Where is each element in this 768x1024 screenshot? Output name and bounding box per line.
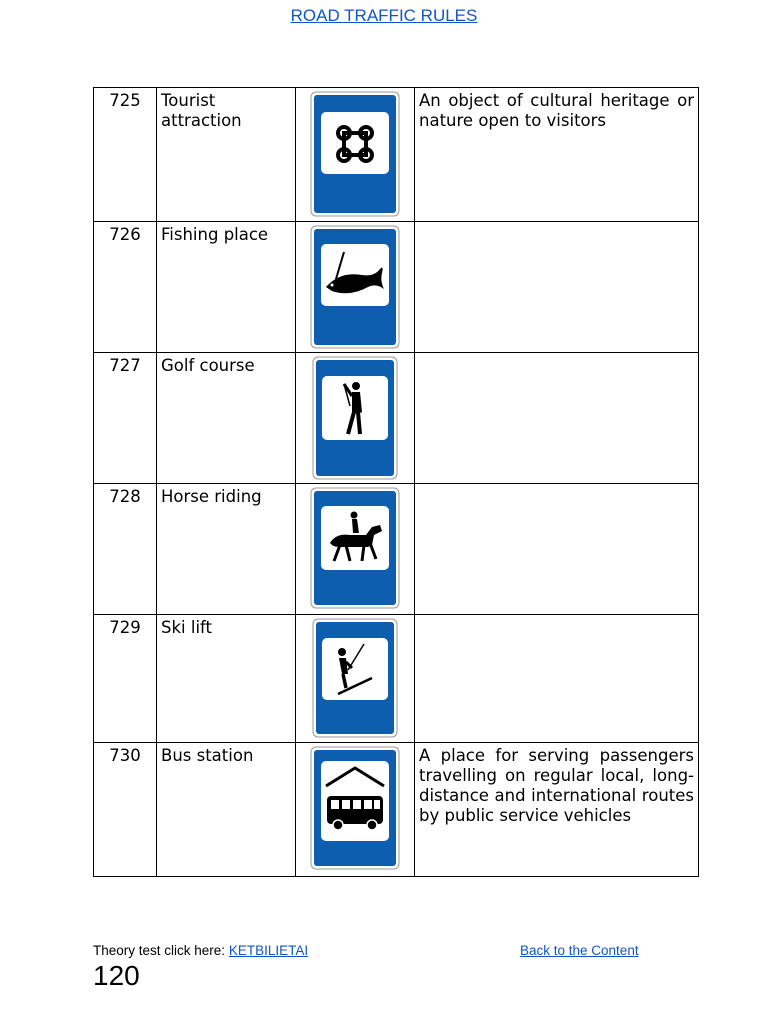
table-row	[94, 615, 699, 743]
table-row	[94, 88, 699, 222]
sign-number: 727	[94, 353, 157, 484]
sign-number: 728	[94, 484, 157, 615]
sign-description: An object of cultural heritage or nature open to visitors	[415, 88, 699, 222]
signs-table	[93, 87, 699, 877]
table-row	[94, 743, 699, 877]
sign-description	[415, 222, 699, 353]
sign-name: Ski lift	[157, 615, 296, 743]
ketbilietai-link[interactable]: KETBILIETAI	[228, 943, 309, 958]
sign-description	[415, 484, 699, 615]
table-row	[94, 484, 699, 615]
footer-theory-test	[93, 943, 308, 958]
fish-icon	[310, 225, 400, 349]
sign-name: Bus station	[157, 743, 296, 877]
horse-rider-icon	[310, 487, 400, 609]
sign-description	[415, 353, 699, 484]
sign-name: Fishing place	[157, 222, 296, 353]
theory-test-text: Theory test click here:	[93, 943, 229, 958]
sign-image-cell	[296, 615, 415, 743]
command-icon	[310, 91, 400, 217]
table-row	[94, 222, 699, 353]
back-to-content-link[interactable]: Back to the Content	[520, 943, 639, 958]
bus-station-icon	[310, 746, 400, 870]
sign-name: Golf course	[157, 353, 296, 484]
ski-lift-icon	[312, 618, 398, 738]
sign-image-cell	[296, 743, 415, 877]
sign-image-cell	[296, 484, 415, 615]
sign-image-cell	[296, 353, 415, 484]
sign-name: Tourist attraction	[157, 88, 296, 222]
sign-description: A place for serving passengers travelling on regular local, long-distance and international routes by public service vehicles	[415, 743, 699, 877]
page-number: 120	[93, 960, 140, 991]
sign-number: 730	[94, 743, 157, 877]
sign-image-cell	[296, 88, 415, 222]
sign-number: 725	[94, 88, 157, 222]
page-title-link[interactable]: ROAD TRAFFIC RULES	[290, 6, 478, 25]
sign-description	[415, 615, 699, 743]
sign-number: 729	[94, 615, 157, 743]
sign-image-cell	[296, 222, 415, 353]
sign-name: Horse riding	[157, 484, 296, 615]
sign-number: 726	[94, 222, 157, 353]
golfer-icon	[312, 356, 398, 480]
table-row	[94, 353, 699, 484]
